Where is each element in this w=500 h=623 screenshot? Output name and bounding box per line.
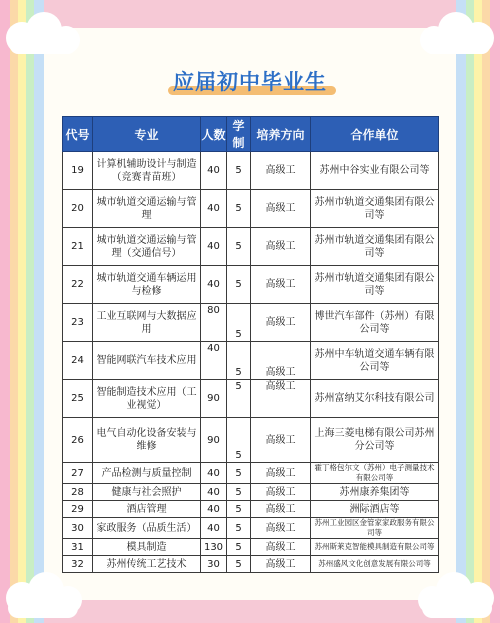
cell-partner: 苏州市轨道交通集团有限公司等 [311, 190, 439, 228]
cell-direction: 高级工 [251, 266, 311, 304]
cell-major: 酒店管理 [93, 501, 201, 518]
cell-direction: 高级工 [251, 418, 311, 463]
title-container [0, 66, 500, 96]
cell-direction: 高级工 [251, 190, 311, 228]
cell-years: 5 [227, 556, 251, 573]
cell-count: 40 [201, 266, 227, 304]
cell-code: 20 [63, 190, 93, 228]
cell-major: 产品检测与质量控制 [93, 463, 201, 484]
cell-major: 健康与社会照护 [93, 484, 201, 501]
cell-major: 家政服务（品质生活） [93, 518, 201, 539]
table-row [63, 380, 439, 418]
cell-code: 21 [63, 228, 93, 266]
cell-code: 32 [63, 556, 93, 573]
cell-years: 5 [227, 518, 251, 539]
cell-major: 城市轨道交通车辆运用与检修 [93, 266, 201, 304]
table-row [63, 418, 439, 463]
cell-count: 40 [201, 518, 227, 539]
cell-code: 24 [63, 342, 93, 380]
cell-partner: 苏州中谷实业有限公司等 [311, 152, 439, 190]
cell-count: 40 [201, 228, 227, 266]
page-title: 应届初中毕业生 [173, 70, 327, 94]
header-count: 人数 [201, 117, 227, 152]
cell-code: 29 [63, 501, 93, 518]
cell-years: 5 [227, 501, 251, 518]
cell-count: 40 [201, 463, 227, 484]
cell-direction: 高级工 [251, 539, 311, 556]
header-partner: 合作单位 [311, 117, 439, 152]
header-years: 学制 [227, 117, 251, 152]
table-row [63, 152, 439, 190]
header-direction: 培养方向 [251, 117, 311, 152]
cell-direction: 高级工 [251, 501, 311, 518]
cell-code: 23 [63, 304, 93, 342]
cell-code: 30 [63, 518, 93, 539]
cell-major: 智能网联汽车技术应用 [93, 342, 201, 380]
cell-code: 28 [63, 484, 93, 501]
cell-direction: 高级工 [251, 152, 311, 190]
cell-code: 26 [63, 418, 93, 463]
cell-count: 90 [201, 418, 227, 463]
cell-years: 5 [227, 266, 251, 304]
cell-count: 40 [201, 190, 227, 228]
cell-major: 城市轨道交通运输与管理（交通信号） [93, 228, 201, 266]
cell-count: 40 [201, 484, 227, 501]
table-header-row [63, 117, 439, 152]
cell-major: 工业互联网与大数据应用 [93, 304, 201, 342]
cell-code: 25 [63, 380, 93, 418]
cell-years: 5 [227, 484, 251, 501]
cell-direction: 高级工 [251, 463, 311, 484]
cell-direction: 高级工 [251, 228, 311, 266]
cloud-icon [0, 572, 90, 623]
cell-count: 130 [201, 539, 227, 556]
cell-years: 5 [227, 418, 251, 463]
cloud-icon [410, 572, 500, 623]
cell-code: 19 [63, 152, 93, 190]
cell-years: 5 [227, 380, 251, 418]
cell-direction: 高级工 [251, 380, 311, 418]
table-row [63, 539, 439, 556]
cloud-icon [410, 8, 500, 58]
cell-years: 5 [227, 152, 251, 190]
table-row [63, 556, 439, 573]
cell-years: 5 [227, 304, 251, 342]
cell-count: 40 [201, 501, 227, 518]
table-row [63, 484, 439, 501]
cell-partner: 苏州市轨道交通集团有限公司等 [311, 266, 439, 304]
cell-direction: 高级工 [251, 484, 311, 501]
cell-major: 城市轨道交通运输与管理 [93, 190, 201, 228]
cell-partner: 苏州富纳艾尔科技有限公司 [311, 380, 439, 418]
cell-partner: 上海三菱电梯有限公司苏州分公司等 [311, 418, 439, 463]
table-row [63, 266, 439, 304]
cell-count: 80 [201, 304, 227, 342]
cell-partner: 博世汽车部件（苏州）有限公司等 [311, 304, 439, 342]
cell-direction: 高级工 [251, 304, 311, 342]
cell-major: 智能制造技术应用（工业视觉） [93, 380, 201, 418]
cell-years: 5 [227, 228, 251, 266]
cell-direction: 高级工 [251, 342, 311, 380]
cell-count: 30 [201, 556, 227, 573]
header-code: 代号 [63, 117, 93, 152]
enrollment-table [62, 116, 439, 573]
cell-partner: 苏州康养集团等 [311, 484, 439, 501]
cell-years: 5 [227, 342, 251, 380]
table-row [63, 501, 439, 518]
cell-major: 苏州传统工艺技术 [93, 556, 201, 573]
cell-years: 5 [227, 190, 251, 228]
cell-partner: 洲际酒店等 [311, 501, 439, 518]
cell-partner: 苏州中车轨道交通车辆有限公司等 [311, 342, 439, 380]
cell-code: 22 [63, 266, 93, 304]
table-row [63, 342, 439, 380]
cell-code: 27 [63, 463, 93, 484]
cell-partner: 霍丁格包尔文（苏州）电子测量技术有限公司等 [311, 463, 439, 484]
cell-count: 40 [201, 152, 227, 190]
table-row [63, 228, 439, 266]
table-row [63, 463, 439, 484]
table-row [63, 304, 439, 342]
header-major: 专业 [93, 117, 201, 152]
cell-direction: 高级工 [251, 556, 311, 573]
cloud-icon [0, 8, 90, 58]
cell-code: 31 [63, 539, 93, 556]
cell-major: 电气自动化设备安装与维修 [93, 418, 201, 463]
cell-major: 计算机辅助设计与制造（竞赛青苗班） [93, 152, 201, 190]
cell-count: 90 [201, 380, 227, 418]
cell-count: 40 [201, 342, 227, 380]
table-row [63, 190, 439, 228]
cell-partner: 苏州斯莱克智能模具制造有限公司等 [311, 539, 439, 556]
cell-partner: 苏州盛风文化创意发展有限公司等 [311, 556, 439, 573]
cell-major: 模具制造 [93, 539, 201, 556]
cell-direction: 高级工 [251, 518, 311, 539]
cell-years: 5 [227, 539, 251, 556]
table-row [63, 518, 439, 539]
cell-years: 5 [227, 463, 251, 484]
cell-partner: 苏州市轨道交通集团有限公司等 [311, 228, 439, 266]
cell-partner: 苏州工业园区金管家家政服务有限公司等 [311, 518, 439, 539]
